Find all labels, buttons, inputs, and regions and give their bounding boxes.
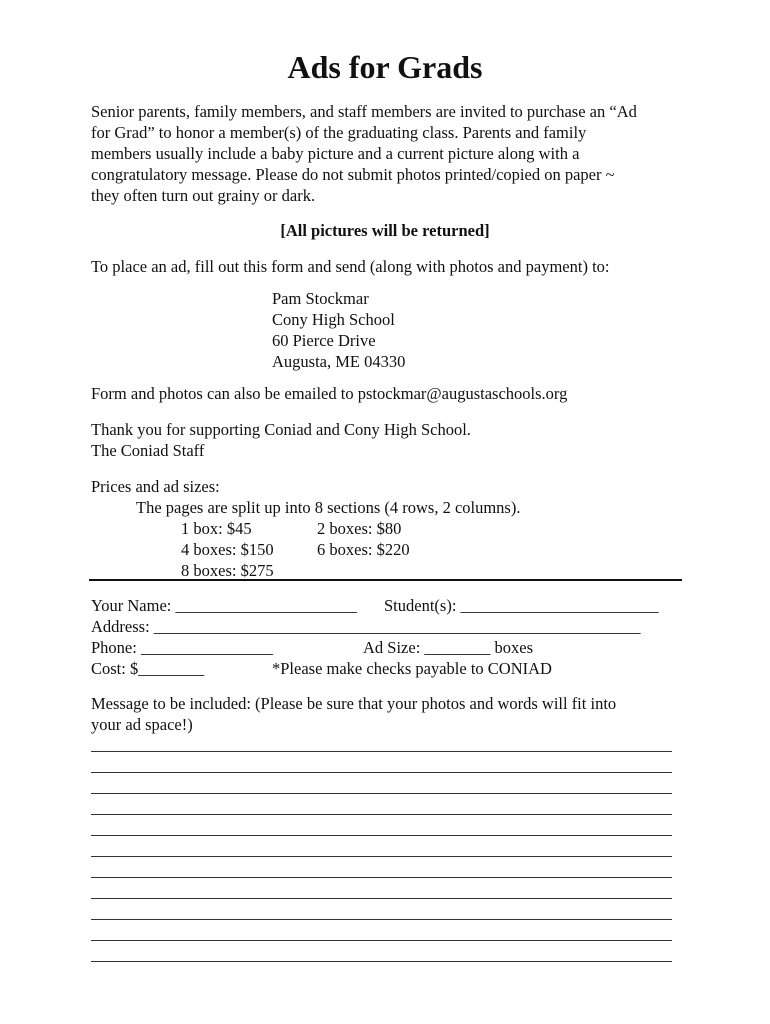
- returned-note: [All pictures will be returned]: [280, 221, 490, 240]
- message-instruction: your ad space!): [91, 715, 193, 734]
- message-instruction: Message to be included: (Please be sure that your photos and words will fit into: [91, 694, 617, 713]
- price-item: 4 boxes: $150: [181, 540, 274, 559]
- message-write-line[interactable]: [91, 751, 672, 752]
- price-item: 6 boxes: $220: [317, 540, 410, 559]
- send-instruction: To place an ad, fill out this form and send (along with photos and payment) to:: [91, 257, 610, 276]
- message-write-line[interactable]: [91, 814, 672, 815]
- message-write-line[interactable]: [91, 961, 672, 962]
- intro-paragraph: [91, 101, 681, 206]
- address-line: Augusta, ME 04330: [272, 352, 406, 371]
- message-write-line[interactable]: [91, 772, 672, 773]
- address-line: 60 Pierce Drive: [272, 331, 376, 350]
- address-line: Cony High School: [272, 310, 395, 329]
- message-write-line[interactable]: [91, 835, 672, 836]
- thanks-line: Thank you for supporting Coniad and Cony High School.: [91, 420, 471, 439]
- ad-size-field[interactable]: Ad Size: ________ boxes: [363, 638, 534, 657]
- message-write-line[interactable]: [91, 898, 672, 899]
- address-field[interactable]: Address: ___________________________________________________________: [91, 617, 641, 636]
- staff-signature: The Coniad Staff: [91, 441, 205, 460]
- checks-note: *Please make checks payable to CONIAD: [272, 659, 552, 678]
- intro-line: congratulatory message. Please do not submit photos printed/copied on paper ~: [91, 165, 615, 184]
- prices-heading: Prices and ad sizes:: [91, 477, 220, 496]
- cost-field[interactable]: Cost: $________: [91, 659, 205, 678]
- section-divider: [89, 579, 682, 581]
- price-item: 2 boxes: $80: [317, 519, 402, 538]
- address-line: Pam Stockmar: [272, 289, 369, 308]
- email-line: Form and photos can also be emailed to pstockmar@augustaschools.org: [91, 384, 568, 403]
- message-write-line[interactable]: [91, 919, 672, 920]
- intro-line: they often turn out grainy or dark.: [91, 186, 316, 205]
- message-write-line[interactable]: [91, 793, 672, 794]
- message-write-line[interactable]: [91, 940, 672, 941]
- message-write-line[interactable]: [91, 856, 672, 857]
- phone-field[interactable]: Phone: ________________: [91, 638, 273, 657]
- price-item: 1 box: $45: [181, 519, 252, 538]
- sections-note: The pages are split up into 8 sections (4 rows, 2 columns).: [136, 498, 521, 517]
- intro-line: members usually include a baby picture and a current picture along with a: [91, 144, 580, 163]
- message-write-line[interactable]: [91, 877, 672, 878]
- your-name-field[interactable]: Your Name: ______________________: [91, 596, 357, 615]
- price-item: 8 boxes: $275: [181, 561, 274, 580]
- student-field[interactable]: Student(s): ________________________: [384, 596, 659, 615]
- intro-line: for Grad” to honor a member(s) of the graduating class. Parents and family: [91, 123, 587, 142]
- intro-line: Senior parents, family members, and staff members are invited to purchase an “Ad: [91, 102, 637, 121]
- page-title: Ads for Grads: [287, 49, 483, 85]
